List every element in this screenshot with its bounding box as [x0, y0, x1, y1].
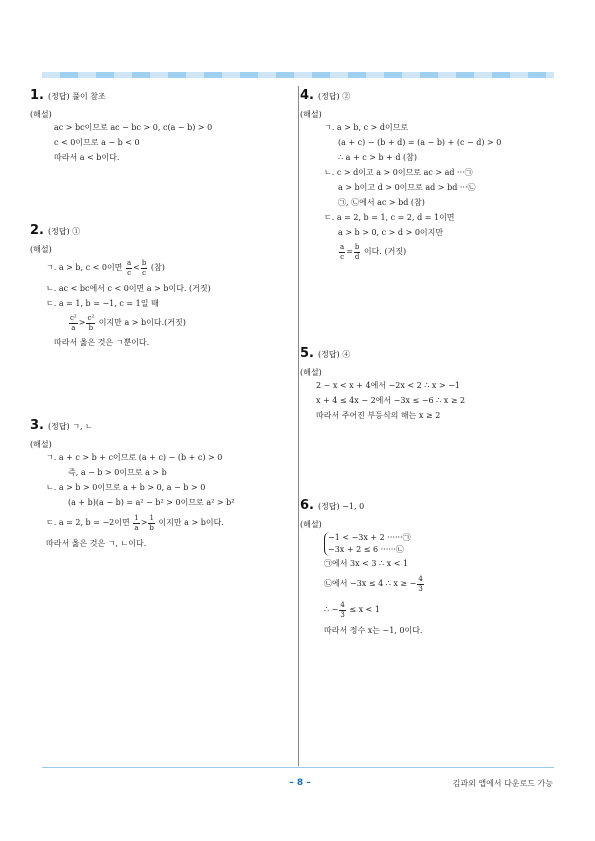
problem-number: 3.: [30, 418, 44, 433]
fraction: $\frac{b}{d}$: [354, 242, 360, 261]
explanation-label: (해설): [300, 110, 322, 119]
problem-number: 6.: [300, 498, 314, 513]
solution-line: 즉, a − b > 0이므로 a > b: [68, 468, 167, 477]
fraction: $\frac{b}{c}$: [141, 258, 147, 277]
solution-line: 2 − x < x + 4에서 −2x < 2 ∴ x > −1: [316, 381, 461, 390]
fraction: $\frac{1}{a}$: [134, 513, 139, 532]
solution-line: ㉠, ㉡에서 ac > bd (참): [338, 198, 425, 207]
explanation-label: (해설): [30, 440, 52, 449]
solution-line: ∴ a + c > b + d (참): [338, 153, 418, 162]
solution-line: ㄷ. a = 2, b = 1, c = 2, d = 1이면: [324, 213, 455, 222]
fraction: $\frac{1}{b}$: [149, 513, 154, 532]
problem-1: [30, 88, 212, 165]
explanation-label: (해설): [300, 368, 322, 377]
explanation-label: (해설): [30, 245, 52, 254]
solution-line: a > b이고 d > 0이므로 ad > bd ···㉡: [338, 183, 476, 192]
problem-5: [300, 346, 465, 423]
solution-line: ㄱ. a > b, c < 0이면 $\frac{a}{c}$ < $\frac{b}{c}$ (참): [46, 258, 165, 277]
footer-note: 김과외 앱에서 다운로드 가능: [452, 779, 553, 788]
solution-line: (a + c) − (b + d) = (a − b) + (c − d) > 0: [338, 138, 502, 147]
answer: (정답) −1, 0: [317, 502, 365, 511]
solution-line: ㄱ. a + c > b + c이므로 (a + c) − (b + c) > 0: [46, 453, 223, 462]
problem-number: 5.: [300, 346, 314, 361]
solution-line: ㄴ. c > d이고 a > 0이므로 ac > ad ···㉠: [324, 168, 473, 177]
explanation-label: (해설): [30, 110, 52, 119]
solution-line: (a + b)(a − b) = a² − b² > 0이므로 a² > b²: [68, 498, 235, 507]
problem-4: [300, 88, 501, 264]
page-number: – 8 –: [289, 778, 311, 788]
solution-line: ㄷ. a = 1, b = −1, c = 1일 때: [46, 299, 159, 308]
column-divider: [298, 86, 299, 766]
answer: (정답) ①: [47, 227, 81, 236]
solution-line: $\frac{a}{c}$ = $\frac{b}{d}$ 이다. (거짓): [340, 242, 407, 261]
footer-rule: [42, 767, 554, 768]
problem-2: [30, 223, 211, 350]
solution-line: ㄷ. a = 2, b = −2이면 $\frac{1}{a}$ > $\frac{1}{b}$ 이지만 a > b이다.: [46, 513, 224, 532]
answer: (정답) ④: [317, 350, 351, 359]
solution-line: c < 0이므로 a − b < 0: [54, 138, 140, 147]
conclusion: 따라서 정수 x는 −1, 0이다.: [324, 626, 423, 635]
solution-line: ∴ − $\frac{4}{3}$ ≤ x < 1: [324, 600, 380, 619]
solution-line: 따라서 a < b이다.: [54, 153, 120, 162]
fraction: $\frac{4}{3}$: [418, 574, 423, 593]
fraction: $\frac{a}{c}$: [340, 242, 345, 261]
solution-line: ㉡에서 −3x ≤ 4 ∴ x ≥ − $\frac{4}{3}$: [324, 574, 423, 593]
answer: (정답) ㄱ, ㄴ: [47, 422, 93, 431]
solution-line: ㄱ. a > b, c > d이므로: [324, 123, 409, 132]
fraction: $\frac{\text{c²}}{a}$: [70, 313, 77, 332]
solution-line: a > b > 0, c > d > 0이지만: [338, 228, 444, 237]
fraction: $\frac{\text{c²}}{b}$: [87, 313, 95, 332]
inequality-system: −1 < −3x + 2 ······㉠ −3x + 2 ≤ 6 ······㉡: [300, 532, 425, 556]
answer: (정답) 풀이 참조: [47, 92, 106, 101]
solution-line: $\frac{\text{c²}}{a}$ > $\frac{\text{c²}}{b}$ 이지만 a > b이다.(거짓): [70, 313, 186, 332]
answer: (정답) ②: [317, 92, 351, 101]
problem-6: [300, 498, 425, 638]
fraction: $\frac{4}{3}$: [340, 600, 345, 619]
problem-number: 1.: [30, 88, 44, 103]
solution-line: ㄴ. ac < bc에서 c < 0이면 a > b이다. (거짓): [46, 284, 211, 293]
solution-line: ac > bc이므로 ac − bc > 0, c(a − b) > 0: [54, 123, 213, 132]
problem-number: 4.: [300, 88, 314, 103]
header-band: [42, 72, 554, 78]
solution-line: ㄴ. a > b > 0이므로 a + b > 0, a − b > 0: [46, 483, 206, 492]
solution-line: x + 4 ≤ 4x − 2에서 −3x ≤ −6 ∴ x ≥ 2: [316, 396, 466, 405]
problem-3: [30, 418, 234, 551]
solution-line: 따라서 주어진 부등식의 해는 x ≥ 2: [316, 411, 441, 420]
conclusion: 따라서 옳은 것은 ㄱ, ㄴ이다.: [46, 539, 147, 548]
solution-line: ㉠에서 3x < 3 ∴ x < 1: [324, 559, 409, 568]
explanation-label: (해설): [300, 520, 322, 529]
problem-number: 2.: [30, 223, 44, 238]
fraction: $\frac{a}{c}$: [126, 258, 132, 277]
conclusion: 따라서 옳은 것은 ㄱ뿐이다.: [54, 338, 150, 347]
